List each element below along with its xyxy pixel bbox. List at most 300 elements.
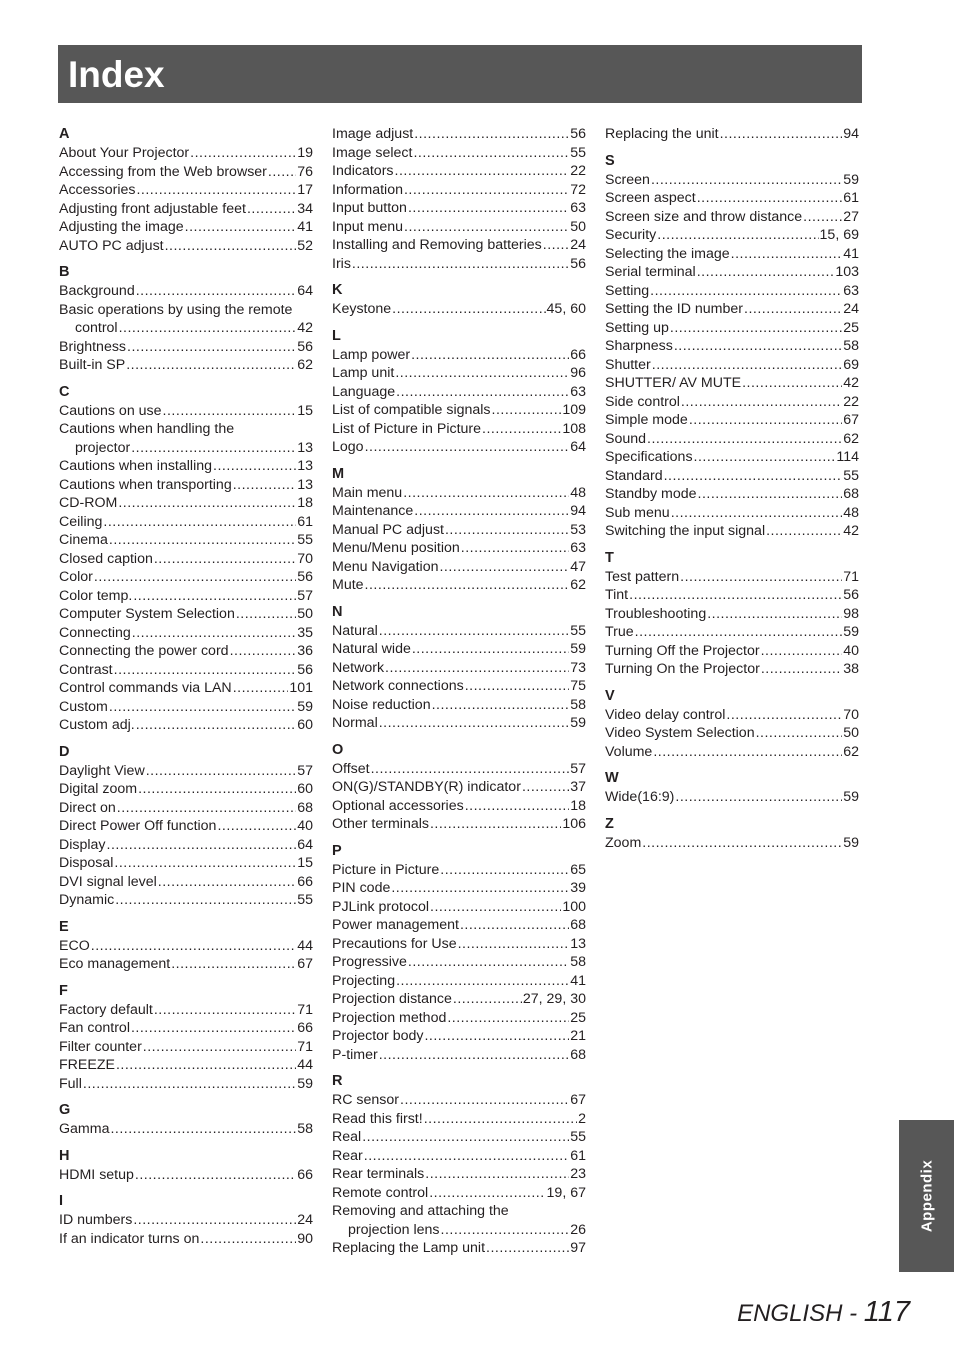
entry-pages: 41: [570, 972, 586, 989]
index-entry[interactable]: [59, 661, 313, 680]
dot-leader: [670, 319, 842, 338]
entry-pages: 66: [297, 873, 313, 890]
index-entry[interactable]: [332, 760, 586, 779]
index-entry[interactable]: [59, 716, 313, 735]
entry-term: Replacing the unit: [605, 126, 719, 142]
dot-leader: [761, 660, 842, 679]
index-entry[interactable]: [332, 438, 586, 457]
entry-pages: 37: [570, 779, 586, 795]
index-entry[interactable]: [59, 144, 313, 163]
entry-pages: 55: [297, 532, 313, 548]
entry-term: Optional accessories: [332, 797, 464, 814]
index-entry[interactable]: [332, 972, 586, 991]
index-entry[interactable]: [59, 1038, 313, 1057]
entry-pages: 52: [297, 237, 313, 254]
index-entry[interactable]: [332, 879, 586, 898]
index-entry[interactable]: [605, 642, 859, 661]
index-entry[interactable]: [332, 778, 586, 797]
entry-term: Selecting the image: [605, 245, 730, 262]
index-entry[interactable]: [59, 1230, 313, 1249]
index-entry[interactable]: [332, 640, 586, 659]
index-entry[interactable]: [332, 1091, 586, 1110]
index-entry[interactable]: [332, 935, 586, 954]
index-entry[interactable]: [59, 494, 313, 513]
entry-pages: 55: [570, 1129, 586, 1145]
footer-separator: -: [842, 1300, 864, 1327]
index-entry[interactable]: [332, 125, 586, 144]
dot-leader: [352, 255, 569, 274]
entry-term: Control commands via LAN: [59, 680, 232, 696]
index-entry[interactable]: [332, 1009, 586, 1028]
index-entry[interactable]: [332, 383, 586, 402]
section-letter: R: [332, 1073, 343, 1089]
index-section: [605, 125, 859, 144]
entry-term: Serial terminal: [605, 264, 696, 280]
dot-leader: [247, 200, 296, 219]
entry-pages: 55: [843, 467, 859, 484]
dot-leader: [268, 163, 296, 182]
index-entry-continuation[interactable]: [59, 439, 313, 458]
index-section: [59, 982, 313, 1094]
entry-pages: 27, 29, 30: [522, 991, 586, 1007]
entry-pages: 18: [297, 495, 313, 511]
entry-term: Network: [332, 659, 385, 676]
index-section: [605, 687, 859, 762]
entry-term: Side control: [605, 393, 680, 410]
index-entry[interactable]: [59, 891, 313, 910]
dot-leader: [697, 189, 843, 208]
entry-term: True: [605, 624, 634, 640]
entry-pages: 96: [570, 365, 586, 381]
entry-term: Logo: [332, 439, 364, 455]
index-entry[interactable]: [605, 393, 859, 412]
entry-term: Color temp.: [59, 587, 133, 604]
index-section: [332, 281, 586, 319]
entry-term: Accessories: [59, 182, 136, 198]
index-entry[interactable]: [59, 587, 313, 606]
section-letter: V: [605, 687, 615, 704]
index-entry[interactable]: [332, 714, 586, 733]
index-entry[interactable]: [605, 743, 859, 762]
index-entry[interactable]: [59, 679, 313, 698]
dot-leader: [392, 300, 545, 319]
index-entry[interactable]: [59, 513, 313, 532]
index-entry[interactable]: [332, 659, 586, 678]
index-entry[interactable]: [605, 430, 859, 449]
entry-term: Troubleshooting: [605, 605, 707, 622]
entry-term: Projector body: [332, 1028, 424, 1044]
index-entry[interactable]: [332, 916, 586, 935]
entry-pages: 24: [297, 1212, 313, 1228]
entry-term: CD-ROM: [59, 495, 118, 511]
index-entry[interactable]: [332, 420, 586, 439]
entry-term: Factory default: [59, 1001, 153, 1018]
index-entry[interactable]: [59, 301, 313, 338]
index-entry[interactable]: [59, 799, 313, 818]
index-entry[interactable]: [59, 836, 313, 855]
entry-pages: 67: [570, 1092, 586, 1108]
entry-pages: 15, 69: [819, 227, 859, 243]
index-entry[interactable]: [605, 282, 859, 301]
entry-pages: 114: [836, 449, 859, 465]
index-entry[interactable]: [605, 189, 859, 208]
dot-leader: [522, 778, 569, 797]
entry-pages: 94: [570, 503, 586, 519]
index-section: [605, 152, 859, 541]
section-letter: M: [332, 465, 345, 482]
entry-pages: 62: [297, 357, 313, 373]
entry-pages: 97: [570, 1240, 586, 1256]
index-entry[interactable]: [605, 660, 859, 679]
entry-pages: 42: [843, 523, 859, 539]
index-entry[interactable]: [332, 144, 586, 163]
dot-leader: [460, 916, 569, 935]
entry-pages: 98: [843, 605, 859, 622]
index-entry[interactable]: [59, 642, 313, 661]
index-entry[interactable]: [332, 1202, 586, 1239]
entry-term: RC sensor: [332, 1092, 400, 1108]
entry-term: PIN code: [332, 880, 391, 896]
index-entry-continuation[interactable]: [59, 319, 313, 338]
index-entry[interactable]: [59, 1075, 313, 1094]
entry-pages: 57: [297, 762, 313, 779]
index-entry[interactable]: [605, 788, 859, 807]
index-entry[interactable]: [59, 605, 313, 624]
index-entry[interactable]: [605, 485, 859, 504]
index-entry[interactable]: [605, 467, 859, 486]
entry-term: P-timer: [332, 1046, 378, 1063]
entry-pages: 58: [570, 954, 586, 970]
index-entry[interactable]: [605, 411, 859, 430]
index-entry[interactable]: [59, 420, 313, 457]
entry-term: Brightness: [59, 338, 127, 355]
index-entry[interactable]: [59, 780, 313, 799]
index-entry[interactable]: [332, 1046, 586, 1065]
entry-pages: 56: [570, 255, 586, 272]
index-entry[interactable]: [59, 854, 313, 873]
entry-pages: 48: [570, 484, 586, 501]
index-entry[interactable]: [59, 568, 313, 587]
index-entry[interactable]: [605, 208, 859, 227]
entry-term: Screen: [605, 171, 650, 188]
dot-leader: [132, 624, 296, 643]
index-entry[interactable]: [59, 531, 313, 550]
footer-language: ENGLISH: [737, 1300, 843, 1327]
index-entry[interactable]: [59, 762, 313, 781]
entry-pages: 64: [297, 836, 313, 853]
dot-leader: [766, 522, 842, 541]
index-entry[interactable]: [605, 374, 859, 393]
dot-leader: [653, 743, 842, 762]
entry-term: Other terminals: [332, 816, 429, 832]
index-column-1: [59, 125, 313, 1256]
dot-leader: [720, 125, 843, 144]
dot-leader: [465, 677, 570, 696]
index-entry[interactable]: [59, 163, 313, 182]
entry-pages: 72: [570, 181, 586, 198]
entry-term: Cautions on use: [59, 402, 162, 419]
index-entry[interactable]: [332, 953, 586, 972]
entry-pages: 25: [570, 1009, 586, 1026]
index-entry[interactable]: [332, 181, 586, 200]
entry-pages: 45, 60: [546, 301, 586, 317]
page-footer: [737, 1296, 910, 1329]
entry-pages: 44: [297, 1057, 313, 1073]
dot-leader: [652, 356, 842, 375]
index-entry[interactable]: [605, 504, 859, 523]
entry-term: Natural: [332, 622, 378, 639]
index-section: [605, 549, 859, 679]
entry-pages: 100: [562, 898, 586, 915]
entry-pages: 62: [843, 743, 859, 760]
entry-pages: 40: [297, 818, 313, 834]
dot-leader: [642, 834, 842, 853]
index-entry[interactable]: [332, 218, 586, 237]
dot-leader: [404, 181, 569, 200]
index-entry[interactable]: [332, 558, 586, 577]
index-entry[interactable]: [59, 1211, 313, 1230]
dot-leader: [731, 245, 843, 264]
index-entry[interactable]: [332, 401, 586, 420]
index-entry[interactable]: [605, 356, 859, 375]
index-section: [59, 1147, 313, 1185]
entry-pages: 62: [843, 430, 859, 447]
dot-leader: [698, 485, 843, 504]
index-entry[interactable]: [332, 1147, 586, 1166]
entry-term: Screen size and throw distance: [605, 208, 803, 225]
index-entry[interactable]: [332, 236, 586, 255]
entry-pages: 90: [297, 1230, 313, 1247]
entry-term: Image adjust: [332, 126, 414, 142]
index-entry[interactable]: [59, 550, 313, 569]
index-entry[interactable]: [332, 1239, 586, 1258]
entry-term: Specifications: [605, 449, 693, 465]
index-entry[interactable]: [605, 300, 859, 319]
entry-term: Indicators: [332, 163, 394, 179]
section-letter: I: [59, 1193, 64, 1209]
index-entry[interactable]: [332, 797, 586, 816]
entry-pages: 68: [570, 1046, 586, 1063]
page-title: Index: [68, 54, 165, 95]
entry-term: Natural wide: [332, 641, 411, 657]
entry-pages: 69: [843, 356, 859, 373]
index-section: [59, 743, 313, 910]
entry-pages: 103: [835, 264, 859, 280]
dot-leader: [414, 125, 569, 144]
entry-term: projector: [75, 439, 131, 456]
index-entry[interactable]: [59, 282, 313, 301]
entry-pages: 19: [297, 145, 313, 161]
dot-leader: [190, 144, 296, 163]
entry-term: If an indicator turns on: [59, 1230, 200, 1247]
dot-leader: [461, 539, 569, 558]
index-entry[interactable]: [59, 817, 313, 836]
entry-pages: 50: [570, 218, 586, 235]
section-letter: G: [59, 1102, 71, 1118]
index-entry[interactable]: [332, 1184, 586, 1203]
index-entry[interactable]: [59, 1166, 313, 1185]
index-entry[interactable]: [605, 834, 859, 853]
index-entry[interactable]: [332, 484, 586, 503]
index-section: [59, 918, 313, 974]
index-entry[interactable]: [332, 502, 586, 521]
entry-pages: 53: [570, 521, 586, 538]
dot-leader: [371, 760, 570, 779]
index-entry[interactable]: [605, 337, 859, 356]
index-entry[interactable]: [59, 1120, 313, 1139]
index-entry[interactable]: [605, 724, 859, 743]
index-section: [332, 741, 586, 834]
index-entry[interactable]: [332, 815, 586, 834]
entry-term: Cinema: [59, 532, 108, 548]
entry-term: Mute: [332, 577, 364, 593]
index-entry[interactable]: [332, 521, 586, 540]
dot-leader: [395, 364, 569, 383]
entry-term: Manual PC adjust: [332, 521, 444, 538]
index-entry[interactable]: [59, 200, 313, 219]
index-entry[interactable]: [605, 226, 859, 245]
section-letter: F: [59, 982, 68, 999]
entry-pages: 63: [570, 200, 586, 216]
index-entry[interactable]: [332, 255, 586, 274]
entry-pages: 48: [843, 504, 859, 521]
index-entry[interactable]: [605, 605, 859, 624]
dot-leader: [445, 521, 569, 540]
dot-leader: [408, 953, 569, 972]
entry-term: Adjusting the image: [59, 219, 184, 235]
index-entry[interactable]: [605, 623, 859, 642]
index-entry[interactable]: [59, 1056, 313, 1075]
dot-leader: [424, 1027, 569, 1046]
index-entry[interactable]: [332, 1110, 586, 1129]
index-entry[interactable]: [332, 1128, 586, 1147]
dot-leader: [213, 457, 296, 476]
dot-leader: [118, 494, 296, 513]
index-entry[interactable]: [605, 125, 859, 144]
index-entry[interactable]: [332, 346, 586, 365]
index-entry[interactable]: [59, 476, 313, 495]
index-entry[interactable]: [332, 199, 586, 218]
dot-leader: [681, 393, 842, 412]
section-letter: W: [605, 770, 619, 786]
index-entry[interactable]: [59, 402, 313, 421]
index-entry[interactable]: [332, 576, 586, 595]
index-section: [59, 1192, 313, 1248]
index-entry[interactable]: [332, 898, 586, 917]
index-entry[interactable]: [59, 937, 313, 956]
entry-pages: 57: [297, 587, 313, 604]
entry-pages: 58: [297, 1121, 313, 1137]
entry-term: Shutter: [605, 356, 651, 373]
entry-term: Background: [59, 283, 135, 299]
entry-pages: 47: [570, 558, 586, 575]
index-entry[interactable]: [332, 162, 586, 181]
entry-pages: 42: [297, 320, 313, 336]
entry-pages: 57: [570, 760, 586, 777]
entry-term: Information: [332, 181, 403, 198]
index-entry[interactable]: [605, 706, 859, 725]
dot-leader: [429, 1184, 545, 1203]
index-entry[interactable]: [59, 624, 313, 643]
index-entry[interactable]: [59, 698, 313, 717]
entry-pages: 68: [570, 917, 586, 933]
index-entry[interactable]: [332, 990, 586, 1009]
index-entry[interactable]: [332, 300, 586, 319]
entry-pages: 60: [297, 781, 313, 797]
dot-leader: [83, 1075, 296, 1094]
dot-leader: [110, 1120, 296, 1139]
entry-pages: 23: [570, 1166, 586, 1182]
index-entry[interactable]: [605, 319, 859, 338]
entry-pages: 62: [570, 577, 586, 593]
dot-leader: [136, 282, 297, 301]
entry-term: Lamp power: [332, 346, 411, 363]
index-entry[interactable]: [605, 586, 859, 605]
index-entry[interactable]: [605, 245, 859, 264]
appendix-side-tab[interactable]: [899, 1120, 954, 1272]
index-entry[interactable]: [59, 356, 313, 375]
index-entry[interactable]: [332, 861, 586, 880]
index-entry[interactable]: [605, 171, 859, 190]
index-entry[interactable]: [605, 448, 859, 467]
entry-pages: 106: [562, 816, 586, 832]
entry-pages: 66: [297, 1020, 313, 1036]
index-entry[interactable]: [332, 539, 586, 558]
index-entry[interactable]: [59, 955, 313, 974]
entry-term: Test pattern: [605, 568, 680, 585]
dot-leader: [233, 476, 297, 495]
index-entry[interactable]: [59, 181, 313, 200]
index-entry[interactable]: [332, 364, 586, 383]
entry-term: projection lens: [348, 1221, 440, 1238]
entry-pages: 55: [570, 144, 586, 161]
dot-leader: [127, 338, 296, 357]
index-section: [332, 327, 586, 457]
entry-term: FREEZE: [59, 1057, 115, 1073]
entry-pages: 15: [297, 402, 313, 419]
index-entry[interactable]: [59, 218, 313, 237]
entry-term: Fan control: [59, 1020, 130, 1036]
index-entry[interactable]: [332, 622, 586, 641]
index-entry[interactable]: [59, 1019, 313, 1038]
entry-pages: 41: [297, 219, 313, 235]
entry-pages: 36: [297, 643, 313, 659]
entry-term: Direct on: [59, 799, 116, 816]
index-entry[interactable]: [59, 237, 313, 256]
index-entry[interactable]: [332, 677, 586, 696]
entry-term: Projection distance: [332, 991, 452, 1007]
entry-term: HDMI setup: [59, 1166, 134, 1183]
index-entry[interactable]: [59, 1001, 313, 1020]
index-entry[interactable]: [59, 873, 313, 892]
index-entry[interactable]: [332, 696, 586, 715]
index-entry[interactable]: [59, 457, 313, 476]
index-entry[interactable]: [605, 263, 859, 282]
dot-leader: [365, 576, 570, 595]
dot-leader: [136, 716, 297, 735]
dot-leader: [158, 873, 296, 892]
index-entry[interactable]: [332, 1165, 586, 1184]
entry-pages: 50: [843, 725, 859, 741]
index-entry-continuation[interactable]: [332, 1221, 586, 1240]
index-section: [59, 263, 313, 375]
index-entry[interactable]: [59, 338, 313, 357]
index-entry[interactable]: [605, 522, 859, 541]
index-entry[interactable]: [605, 568, 859, 587]
index-entry[interactable]: [332, 1027, 586, 1046]
entry-pages: 55: [570, 622, 586, 639]
entry-pages: 66: [297, 1166, 313, 1183]
